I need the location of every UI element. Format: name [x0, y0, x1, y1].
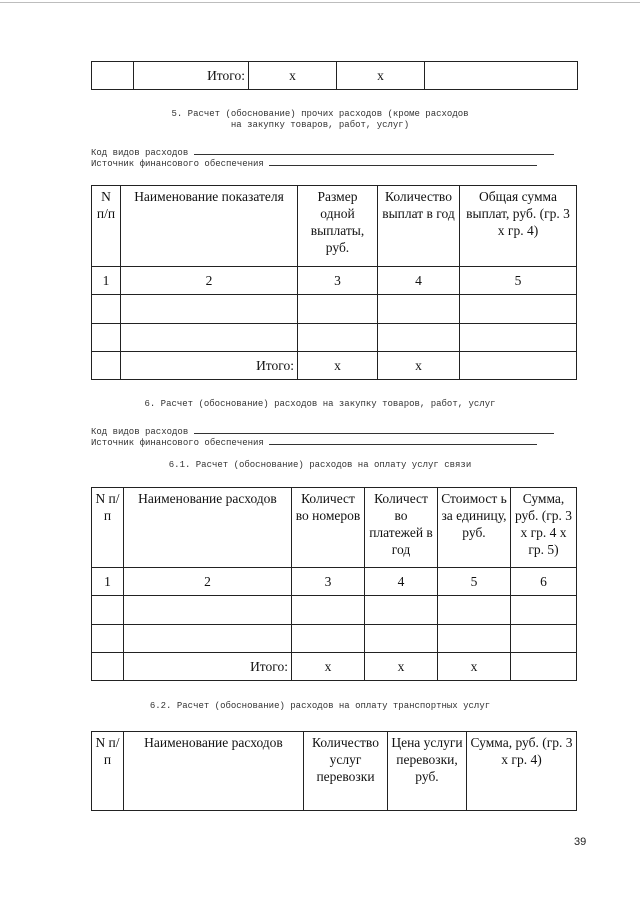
- header-cell: Наименование расходов: [124, 732, 304, 811]
- header-cell: Количество услуг перевозки: [304, 732, 388, 811]
- header-cell: Сумма, руб. (гр. 3 x гр. 4): [467, 732, 577, 811]
- header-cell: Стоимост ь за единицу, руб.: [438, 488, 511, 568]
- s5-source-label: Источник финансового обеспечения: [91, 159, 264, 169]
- empty-cell: [124, 596, 292, 625]
- empty-cell: [378, 295, 460, 324]
- empty-cell: [92, 352, 121, 380]
- total-label: Итого:: [134, 62, 249, 90]
- header-cell: Наименование расходов: [124, 488, 292, 568]
- empty-cell: [292, 625, 365, 653]
- column-number: 3: [292, 568, 365, 596]
- empty-cell: [438, 625, 511, 653]
- column-number: 1: [92, 267, 121, 295]
- column-number: 1: [92, 568, 124, 596]
- empty-cell: [92, 295, 121, 324]
- column-number: 4: [365, 568, 438, 596]
- empty-cell: [460, 324, 577, 352]
- header-cell: Цена услуги перевозки, руб.: [388, 732, 467, 811]
- section-5-table: [91, 185, 577, 380]
- s5-code-field: [194, 145, 554, 155]
- column-number: 2: [121, 267, 298, 295]
- s5-source-field: [269, 156, 537, 166]
- empty-cell: [365, 596, 438, 625]
- empty-cell: [92, 62, 134, 90]
- continued-table-total: [91, 61, 578, 90]
- s5-code-label: Код видов расходов: [91, 148, 189, 158]
- s5-source-line: [91, 156, 537, 170]
- total-label: Итого:: [121, 352, 298, 380]
- empty-cell: [460, 295, 577, 324]
- empty-cell: [92, 596, 124, 625]
- empty-cell: [92, 625, 124, 653]
- empty-cell: [92, 324, 121, 352]
- column-number: 2: [124, 568, 292, 596]
- empty-cell: [292, 596, 365, 625]
- empty-cell: [460, 352, 577, 380]
- s6-source-label: Источник финансового обеспечения: [91, 438, 264, 448]
- column-number: 3: [298, 267, 378, 295]
- s6-code-field: [194, 424, 554, 434]
- empty-cell: [438, 596, 511, 625]
- total-x-cell: x: [438, 653, 511, 681]
- section-5-title-line2: на закупку товаров, работ, услуг): [230, 120, 410, 130]
- header-cell: Сумма, руб. (гр. 3 x гр. 4 x гр. 5): [511, 488, 577, 568]
- total-x-cell: x: [298, 352, 378, 380]
- section-6-2-table: [91, 731, 577, 811]
- header-cell: N п/п: [92, 186, 121, 267]
- total-x-cell: x: [365, 653, 438, 681]
- column-number: 6: [511, 568, 577, 596]
- empty-cell: [425, 62, 578, 90]
- s6-source-line: [91, 435, 537, 449]
- total-x-cell: x: [249, 62, 337, 90]
- empty-cell: [378, 324, 460, 352]
- empty-cell: [92, 653, 124, 681]
- header-cell: Наименование показателя: [121, 186, 298, 267]
- total-x-cell: x: [292, 653, 365, 681]
- empty-cell: [298, 295, 378, 324]
- empty-cell: [511, 596, 577, 625]
- section-6-title: 6. Расчет (обоснование) расходов на закупку товаров, работ, услуг: [144, 399, 496, 409]
- header-cell: Размер одной выплаты, руб.: [298, 186, 378, 267]
- empty-cell: [511, 625, 577, 653]
- empty-cell: [365, 625, 438, 653]
- section-6-1-title: 6.1. Расчет (обоснование) расходов на оплату услуг связи: [168, 460, 472, 470]
- header-cell: Количест во номеров: [292, 488, 365, 568]
- empty-cell: [121, 295, 298, 324]
- empty-cell: [511, 653, 577, 681]
- header-cell: N п/п: [92, 488, 124, 568]
- page-number: 39: [574, 836, 587, 848]
- header-cell: Общая сумма выплат, руб. (гр. 3 x гр. 4): [460, 186, 577, 267]
- section-6-2-title: 6.2. Расчет (обоснование) расходов на оплату транспортных услуг: [149, 701, 491, 711]
- section-6-1-table: [91, 487, 577, 681]
- page-top-rule: [0, 2, 640, 3]
- s6-source-field: [269, 435, 537, 445]
- header-cell: Количест во платежей в год: [365, 488, 438, 568]
- empty-cell: [298, 324, 378, 352]
- column-number: 5: [460, 267, 577, 295]
- column-number: 5: [438, 568, 511, 596]
- s6-code-label: Код видов расходов: [91, 427, 189, 437]
- empty-cell: [124, 625, 292, 653]
- empty-cell: [121, 324, 298, 352]
- column-number: 4: [378, 267, 460, 295]
- total-x-cell: x: [337, 62, 425, 90]
- total-label: Итого:: [124, 653, 292, 681]
- header-cell: N п/п: [92, 732, 124, 811]
- header-cell: Количество выплат в год: [378, 186, 460, 267]
- total-x-cell: x: [378, 352, 460, 380]
- section-5-title-line1: 5. Расчет (обоснование) прочих расходов (кроме расходов: [171, 109, 469, 119]
